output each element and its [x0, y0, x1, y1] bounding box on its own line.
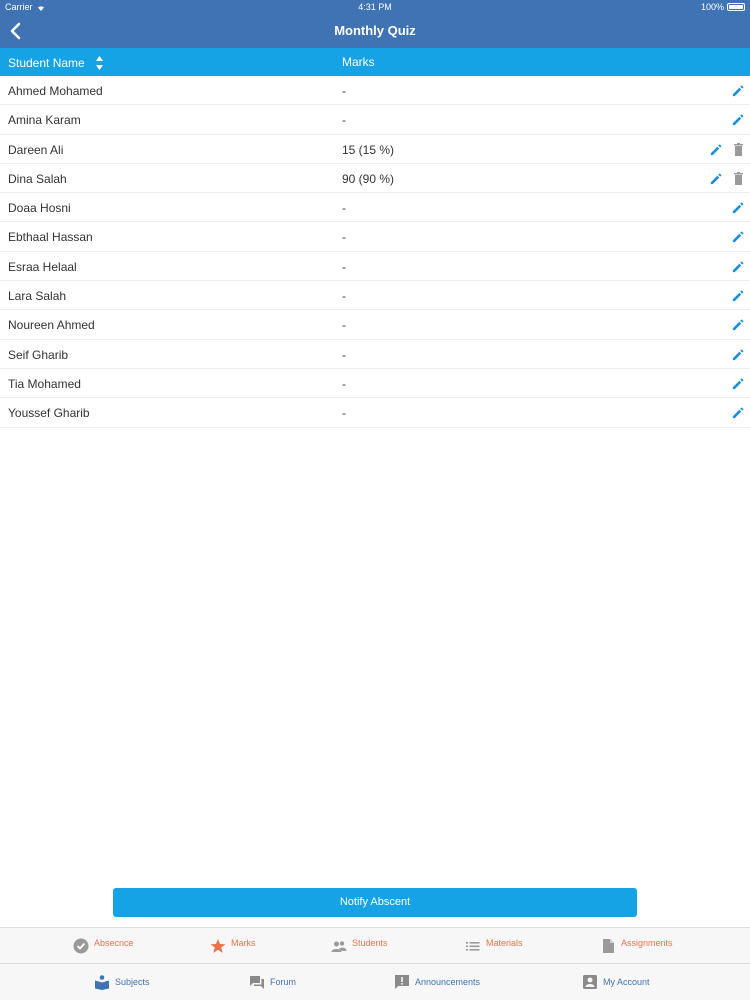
sort-icon [95, 55, 104, 71]
status-bar [0, 0, 750, 14]
edit-pencil-icon[interactable] [731, 406, 744, 419]
edit-pencil-icon[interactable] [709, 143, 722, 156]
reading-icon [94, 974, 110, 990]
student-list [0, 76, 750, 428]
student-name: Youssef Gharib [8, 406, 90, 421]
student-row [0, 76, 750, 105]
student-mark: - [342, 84, 346, 98]
edit-pencil-icon[interactable] [731, 113, 744, 126]
student-mark: - [342, 318, 346, 333]
student-name: Doaa Hosni [8, 201, 71, 216]
student-name: Noureen Ahmed [8, 318, 95, 333]
list-icon [465, 938, 481, 954]
subtab-students[interactable] [330, 928, 480, 964]
star-icon [210, 938, 226, 954]
tab-forum-label: Forum [270, 977, 297, 987]
status-time: 4:31 PM [358, 2, 392, 12]
nav-bar [0, 14, 750, 48]
alert-message-icon [394, 974, 410, 990]
edit-pencil-icon[interactable] [709, 172, 722, 185]
edit-pencil-icon[interactable] [731, 260, 744, 273]
student-name: Ahmed Mohamed [8, 84, 103, 98]
student-name: Ebthaal Hassan [8, 230, 93, 245]
student-name: Dina Salah [8, 171, 67, 186]
subtab-materials[interactable] [465, 928, 615, 964]
page-title: Monthly Quiz [334, 23, 416, 38]
student-row [0, 193, 750, 222]
document-icon [600, 938, 616, 954]
subtab-assignments[interactable] [600, 928, 750, 964]
subject-sub-tabs [0, 927, 750, 964]
delete-trash-icon[interactable] [733, 172, 744, 185]
notify-absent-button[interactable]: Notify Abscent [113, 888, 637, 917]
delete-trash-icon[interactable] [733, 143, 744, 156]
bottom-tab-bar [0, 964, 750, 1000]
battery-percent: 100% [700, 2, 724, 12]
tab-announcements-label: Announcements [415, 977, 481, 987]
student-row [0, 252, 750, 281]
student-mark: 90 (90 %) [342, 171, 395, 186]
student-row [0, 310, 750, 339]
table-header [0, 48, 750, 76]
student-name: Lara Salah [8, 289, 67, 304]
marks-header-label: Marks [342, 55, 375, 69]
student-row [0, 164, 750, 193]
subtab-students-label: Students [352, 938, 388, 948]
student-name-sort-header[interactable] [8, 55, 104, 71]
student-mark: - [342, 113, 346, 128]
edit-pencil-icon[interactable] [731, 84, 744, 97]
tab-my-account[interactable] [582, 964, 750, 1000]
subtab-assignments-label: Assignments [621, 938, 673, 948]
edit-pencil-icon[interactable] [731, 377, 744, 390]
student-name: Seif Gharib [8, 347, 69, 362]
student-mark: - [342, 259, 346, 274]
edit-pencil-icon[interactable] [731, 348, 744, 361]
student-row [0, 369, 750, 398]
student-row [0, 281, 750, 310]
tab-my-account-label: My Account [603, 977, 650, 987]
student-name: Tia Mohamed [8, 376, 81, 391]
student-name: Esraa Helaal [8, 259, 77, 274]
student-row [0, 340, 750, 369]
battery-indicator [701, 2, 745, 12]
student-mark: - [342, 230, 346, 245]
student-row [0, 135, 750, 164]
edit-pencil-icon[interactable] [731, 230, 744, 243]
student-mark: - [342, 406, 346, 421]
check-circle-icon [73, 938, 89, 954]
subtab-materials-label: Materials [486, 938, 523, 948]
student-name: Dareen Ali [8, 142, 64, 157]
people-icon [331, 938, 347, 954]
student-name-header-label: Student Name [8, 56, 85, 70]
edit-pencil-icon[interactable] [731, 318, 744, 331]
student-mark: - [342, 376, 346, 391]
student-row [0, 398, 750, 427]
subtab-absence[interactable] [70, 928, 220, 964]
student-name: Amina Karam [8, 113, 81, 128]
chat-icon [249, 974, 265, 990]
carrier-label: Carrier [5, 2, 33, 12]
tab-subjects-label: Subjects [115, 977, 150, 987]
student-mark: 15 (15 %) [342, 142, 395, 157]
student-row [0, 222, 750, 251]
account-icon [582, 974, 598, 990]
student-row [0, 105, 750, 134]
student-mark: - [342, 347, 346, 362]
subtab-absence-label: Absecnce [94, 938, 134, 948]
battery-icon [727, 3, 745, 11]
edit-pencil-icon[interactable] [731, 201, 744, 214]
tab-announcements[interactable] [394, 964, 581, 1000]
edit-pencil-icon[interactable] [731, 289, 744, 302]
student-mark: - [342, 289, 346, 304]
subtab-marks-label: Marks [231, 938, 256, 948]
student-mark: - [342, 201, 346, 216]
